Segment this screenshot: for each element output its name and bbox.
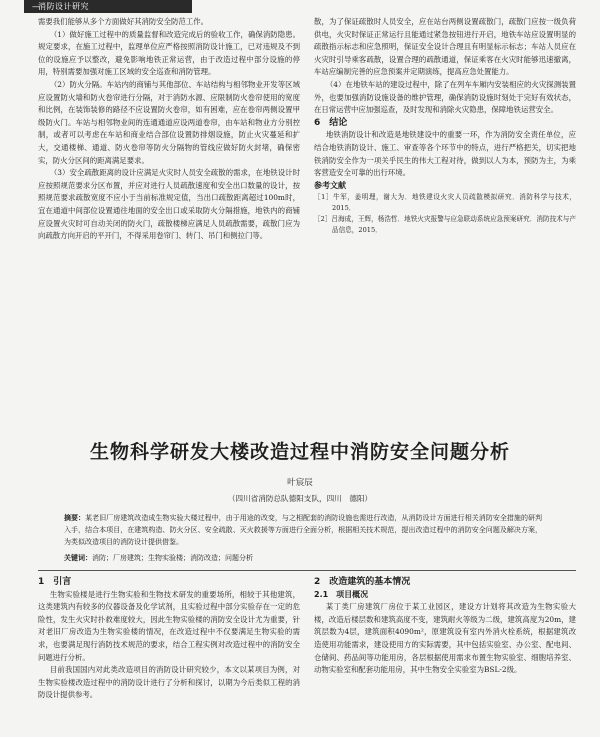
- conclusion-paragraph: 地铁消防设计和改造是地铁建设中的重要一环，作为消防安全责任单位，应结合地铁消防设计、施工、审查等各个环节中的特点，进行严格把关，切实把地铁消防安全作为一项关乎民生的伟大工程对待，做到以人为本，预防为主，为乘客营造安全可靠的出行环境。: [314, 130, 576, 178]
- paragraph: （1）做好施工过程中的质量监督和改造完成后的验收工作，确保消防隐患。规定要求，在施工过程中，监理单位应严格按照消防设计施工，已对违规及不到位的设施应予以整改，避免影响地铁正常运营，由于改造过程中部分设施的停用，特别需要加强对施工区域的安全巡查和消防管理。: [38, 29, 300, 77]
- abstract-label: 摘要：: [64, 514, 86, 522]
- paragraph: （2）防火分隔。车站内的商铺与其他部位、车站结构与相邻物业开发等区域应设置防火墙和防火卷帘进行分隔，对于消防水源、应限制防火卷帘使用的宽度和比例，在装饰装修的路径不应设置防火卷帘，如有困难，应在卷帘两侧设置甲级防火门。车站与相邻物业间的连通通道应设两道卷帘，由车站和物业方分别控制，或者可以考虑在车站和商业结合部位设置防排烟设施，防止火灾蔓延和扩大，交通楼梯、通道、防火卷帘等防火分隔物的管线应做好防火封堵，确保密实，防火分区间的距离满足要求。: [38, 79, 300, 165]
- article-right-column: [314, 576, 576, 737]
- author-affiliation: （四川省消防总队德阳支队，四川 德阳）: [227, 494, 373, 503]
- abstract-text: 某老旧厂房建筑改造成生物实验大楼过程中，由于用途的改变，与之相配套的消防设施也需进行改造，从消防设计方面进行相关消防安全措施的研判入手，结合本项目，在建筑构造、防火分区、安全疏散、灭火救援等方面进行全面分析，根据相关技术规范，提出改造过程中的消防安全问题及解决方案，为类似改造项目的消防设计提供借鉴。: [64, 514, 543, 546]
- divider: [38, 570, 576, 571]
- previous-article-right-column: [314, 16, 576, 406]
- paragraph: 需要我们能够从多个方面做好其消防安全防范工作。: [38, 17, 208, 26]
- paragraph: （3）安全疏散距离的设计应满足火灾时人员安全疏散的需求，在地铁设计时应按照规范要求分区布置，并应对进行人员疏散速度和安全出口数量的设计，按照规范要求疏散宽度不应小于当前标准规定值，当出口疏散距离超过100m时，宜在通道中间部位设置通往地面的安全出口或采取防火分隔措施，地铁内的商铺应设置火灾时可自动关闭的防火门，疏散楼梯应满足人员疏散需要，疏散门应为向疏散方向开启的平开门，不得采用卷帘门、转门、吊门和侧拉门等。: [38, 168, 300, 241]
- reference-item: ［1］牛军，姜明理，谢大为．地铁建设火灾人员疏散模拟研究．消防科学与技术，2015．: [314, 193, 576, 213]
- abstract: [64, 513, 542, 548]
- section-heading-building: 2 改造建筑的基本情况: [314, 577, 411, 587]
- running-head-text: 消防设计研究: [38, 2, 89, 11]
- paragraph: 目前我国国内对此类改造项目的消防设计研究较少，本文以某项目为例，对生物实验楼改造过程中的消防设计进行了分析和探讨，以期为今后类似工程的消防设计提供参考。: [38, 665, 300, 700]
- paragraph: 散，为了保证疏散时人员安全，应在站台两侧设置疏散门，疏散门应按一级负荷供电，火灾时保证正常运行且能通过紧急按钮进行开启，地铁车站应设置明显的疏散指示标志和应急照明，保证安全设计合理且有明显标示标志；车站人员应在火灾时引导乘客疏散，设置合理的疏散通道，保证乘客在火灾时能够迅速撤离，车站应编制完善的应急预案并定期演练，提高应急处置能力。: [314, 17, 576, 77]
- keywords-text: 消防；厂房建筑；生物实验楼；消防改造；问题分析: [92, 554, 253, 562]
- running-head: —消防设计研究: [24, 0, 192, 13]
- reference-item: ［2］吕海成，王辉，杨浩哲．地铁火灾报警与应急联动系统应急预案研究．消防技术与产品信息，2015．: [314, 215, 576, 235]
- keywords-label: 关键词：: [64, 554, 92, 562]
- references-heading: 参考文献: [314, 180, 346, 190]
- article-left-column: [38, 576, 300, 737]
- section-heading-intro: 1 引言: [38, 577, 72, 587]
- section-heading-conclusion: 6 结论: [314, 117, 348, 128]
- article-title: 生物科学研发大楼改造过程中消防安全问题分析: [89, 441, 510, 463]
- subsection-heading: 2.1 项目概况: [314, 589, 369, 599]
- paragraph: 生物实验楼是进行生物实验和生物技术研发的重要场所，相较于其他建筑，这类建筑内有较多的仪器设备及化学试剂，且实验过程中部分实验存在一定的危险性，发生火灾时扑救难度较大，因此生物实验楼的消防安全设计尤为重要，针对老旧厂房改造为生物实验楼的情况，在改造过程中不仅要满足生物实验的需求，也要满足现行消防技术规范的要求，结合工程实例对改造过程中的消防安全问题进行分析。: [38, 589, 300, 662]
- author-name: 叶宸辰: [287, 478, 313, 488]
- paragraph: （4）在地铁车站的建设过程中，除了在列车车厢内安装相应的火灾探测装置外，也要加强消防设施设备的维护管理，确保消防设施时刻处于完好有效状态，在日常运营中应加强巡查，及时发现和消除火灾隐患，保障地铁运营安全。: [314, 79, 576, 115]
- previous-article-left-column: [38, 16, 300, 406]
- paragraph: 某丁类厂房建筑厂房位于某工业园区，建设方计划将其改造为生物实验大楼，改造后楼层数和建筑高度不变，建筑耐火等级为二级，建筑高度为20m，建筑层数为4层，建筑面积4090m²，原建筑设有室内外消火栓系统，根据建筑改造使用功能需求，建设使用方的实际需要，其中包括实验室、办公室、配电间、仓储间、药品间等功能用房，各层根据使用需求布置生物实验室、细胞培养室、动物实验室和配套功能用房，其中生物安全实验室为BSL-2级。: [314, 602, 576, 675]
- keywords: [64, 553, 542, 565]
